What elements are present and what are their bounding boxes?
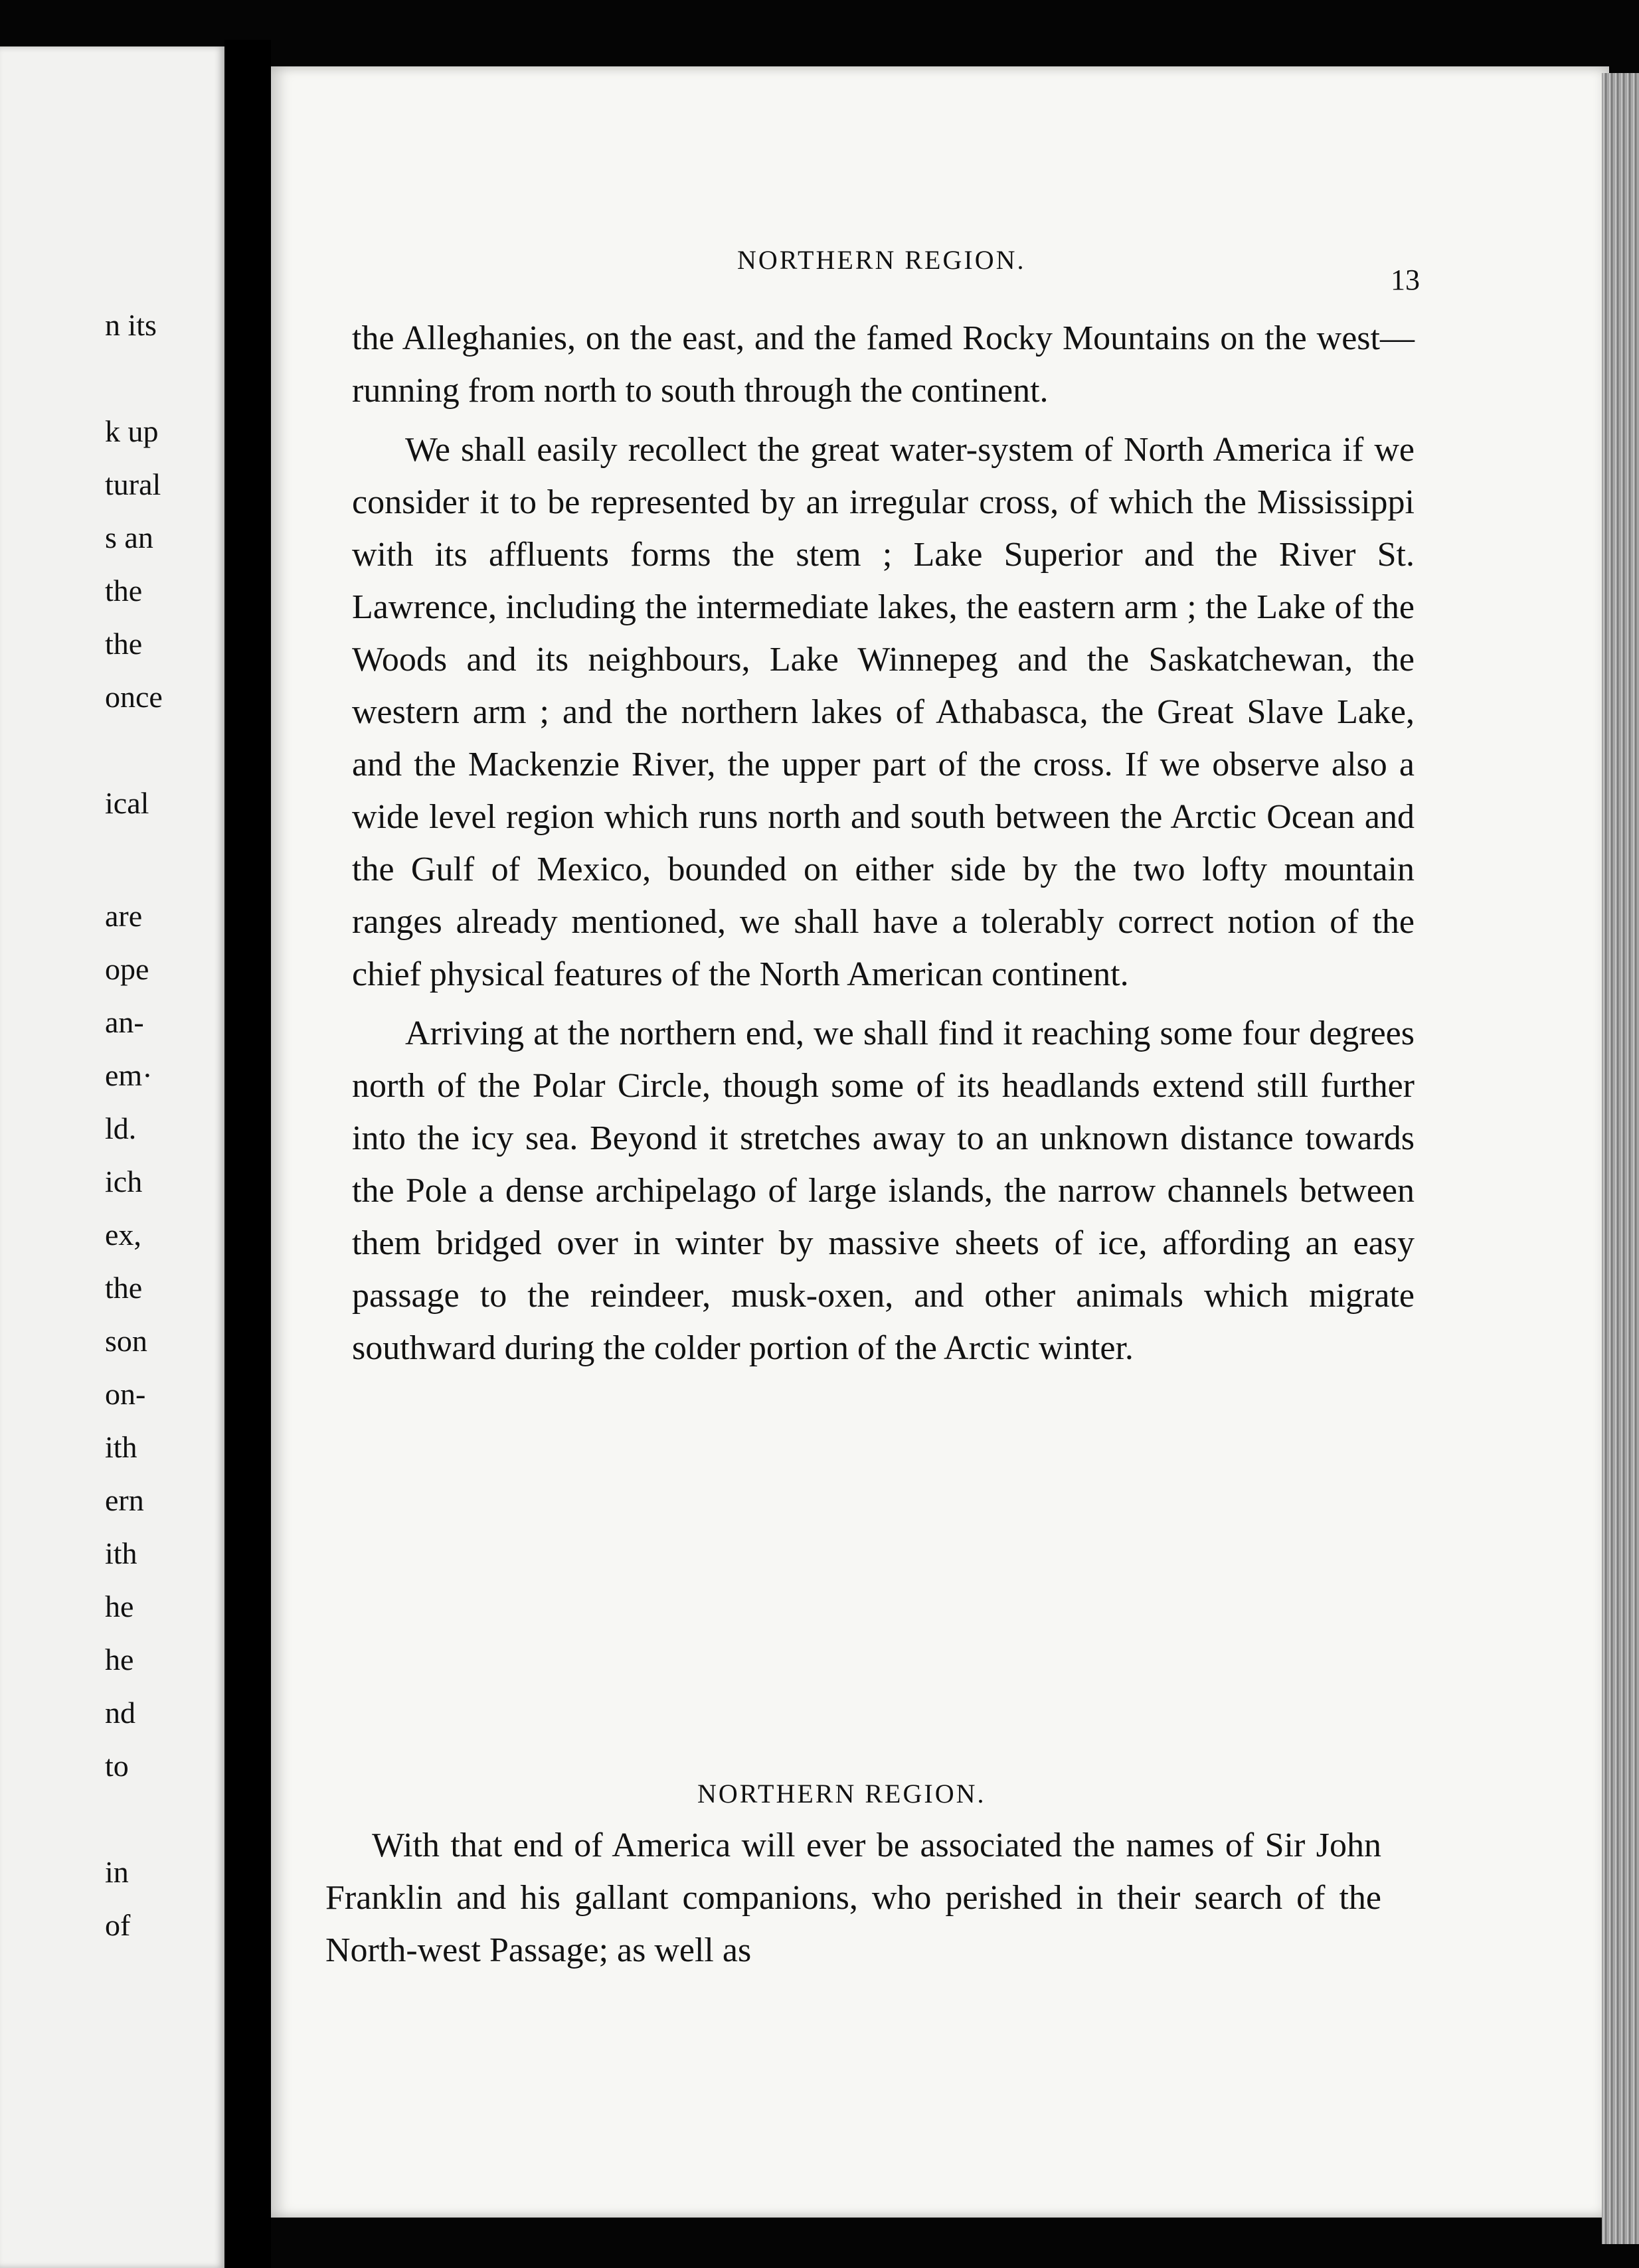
paragraph: the Alleghanies, on the east, and the famed Rocky Mountains on the west—running from north to south through the continent. (352, 319, 1415, 410)
left-fragment-line: s an (105, 521, 153, 554)
left-fragment-line: an- (105, 1005, 144, 1039)
left-fragment-line: once (105, 680, 163, 714)
left-fragment-line: nd (105, 1696, 135, 1730)
left-fragment-line: of (105, 1908, 131, 1942)
left-fragment-line: ith (105, 1536, 137, 1570)
page-edge (1602, 73, 1639, 2244)
section-body-text (325, 1819, 1381, 1977)
left-fragment-line: in (105, 1855, 129, 1889)
left-fragment-line: son (105, 1324, 147, 1358)
left-fragment-line: are (105, 899, 143, 933)
page-number: 13 (1391, 264, 1420, 296)
left-fragment-line: he (105, 1643, 134, 1676)
left-fragment-line: n its (105, 308, 157, 342)
left-fragment-line: ern (105, 1483, 144, 1517)
left-fragment-line: ex, (105, 1218, 141, 1252)
left-fragment-line: ich (105, 1165, 143, 1198)
left-facing-page (0, 46, 224, 2268)
paragraph: We shall easily recollect the great water-system of North America if we consider it to be represented by an irregular cross, of which the Mississippi with its affluents forms the stem ; Lake Superior and the River St. Lawrence, including the intermediate lakes, the eastern arm ; the Lake of the Woods and its neighbours, Lake Winnepeg and the Saskatchewan, the western arm ; and the northern lakes of Athabasca, the Great Slave Lake, and the Mackenzie River, the upper part of the cross. If we observe also a wide level region which runs north and south between the Arctic Ocean and the Gulf of Mexico, bounded on either side by the two lofty mountain ranges already mentioned, we shall have a tolerably correct notion of the chief physical features of the North American continent. (352, 431, 1415, 993)
left-fragment-line: the (105, 1271, 143, 1305)
paragraph: Arriving at the northern end, we shall find it reaching some four degrees north of the Polar Circle, though some of its headlands extend still further into the icy sea. Beyond it stretches away to an unknown distance towards the Pole a dense archipelago of large islands, the narrow channels between them bridged over in winter by massive sheets of ice, affording an easy passage to the reindeer, musk-oxen, and other animals which migrate southward during the colder portion of the Arctic winter. (352, 1014, 1415, 1367)
left-fragment-line: ope (105, 952, 149, 986)
book-spine-gutter (224, 40, 271, 2268)
left-fragment-line: ld. (105, 1111, 137, 1145)
left-fragment-line: the (105, 574, 143, 608)
body-text (352, 312, 1415, 1374)
left-fragment-line: he (105, 1589, 134, 1623)
left-fragment-line: em· (105, 1058, 153, 1092)
running-head: NORTHERN REGION. (737, 245, 1026, 275)
left-fragment-line: k up (105, 414, 159, 448)
left-fragment-line: ith (105, 1430, 137, 1464)
left-fragment-line: to (105, 1749, 129, 1783)
left-fragment-line: the (105, 627, 143, 661)
left-fragment-line: on- (105, 1377, 146, 1411)
paragraph: With that end of America will ever be associated the names of Sir John Franklin and his gallant companions, who perished in their search of the North-west Passage; as well as (325, 1826, 1381, 1969)
section-heading: NORTHERN REGION. (697, 1779, 986, 1809)
left-fragment-line: ical (105, 786, 149, 820)
left-fragment-line: tural (105, 467, 161, 501)
